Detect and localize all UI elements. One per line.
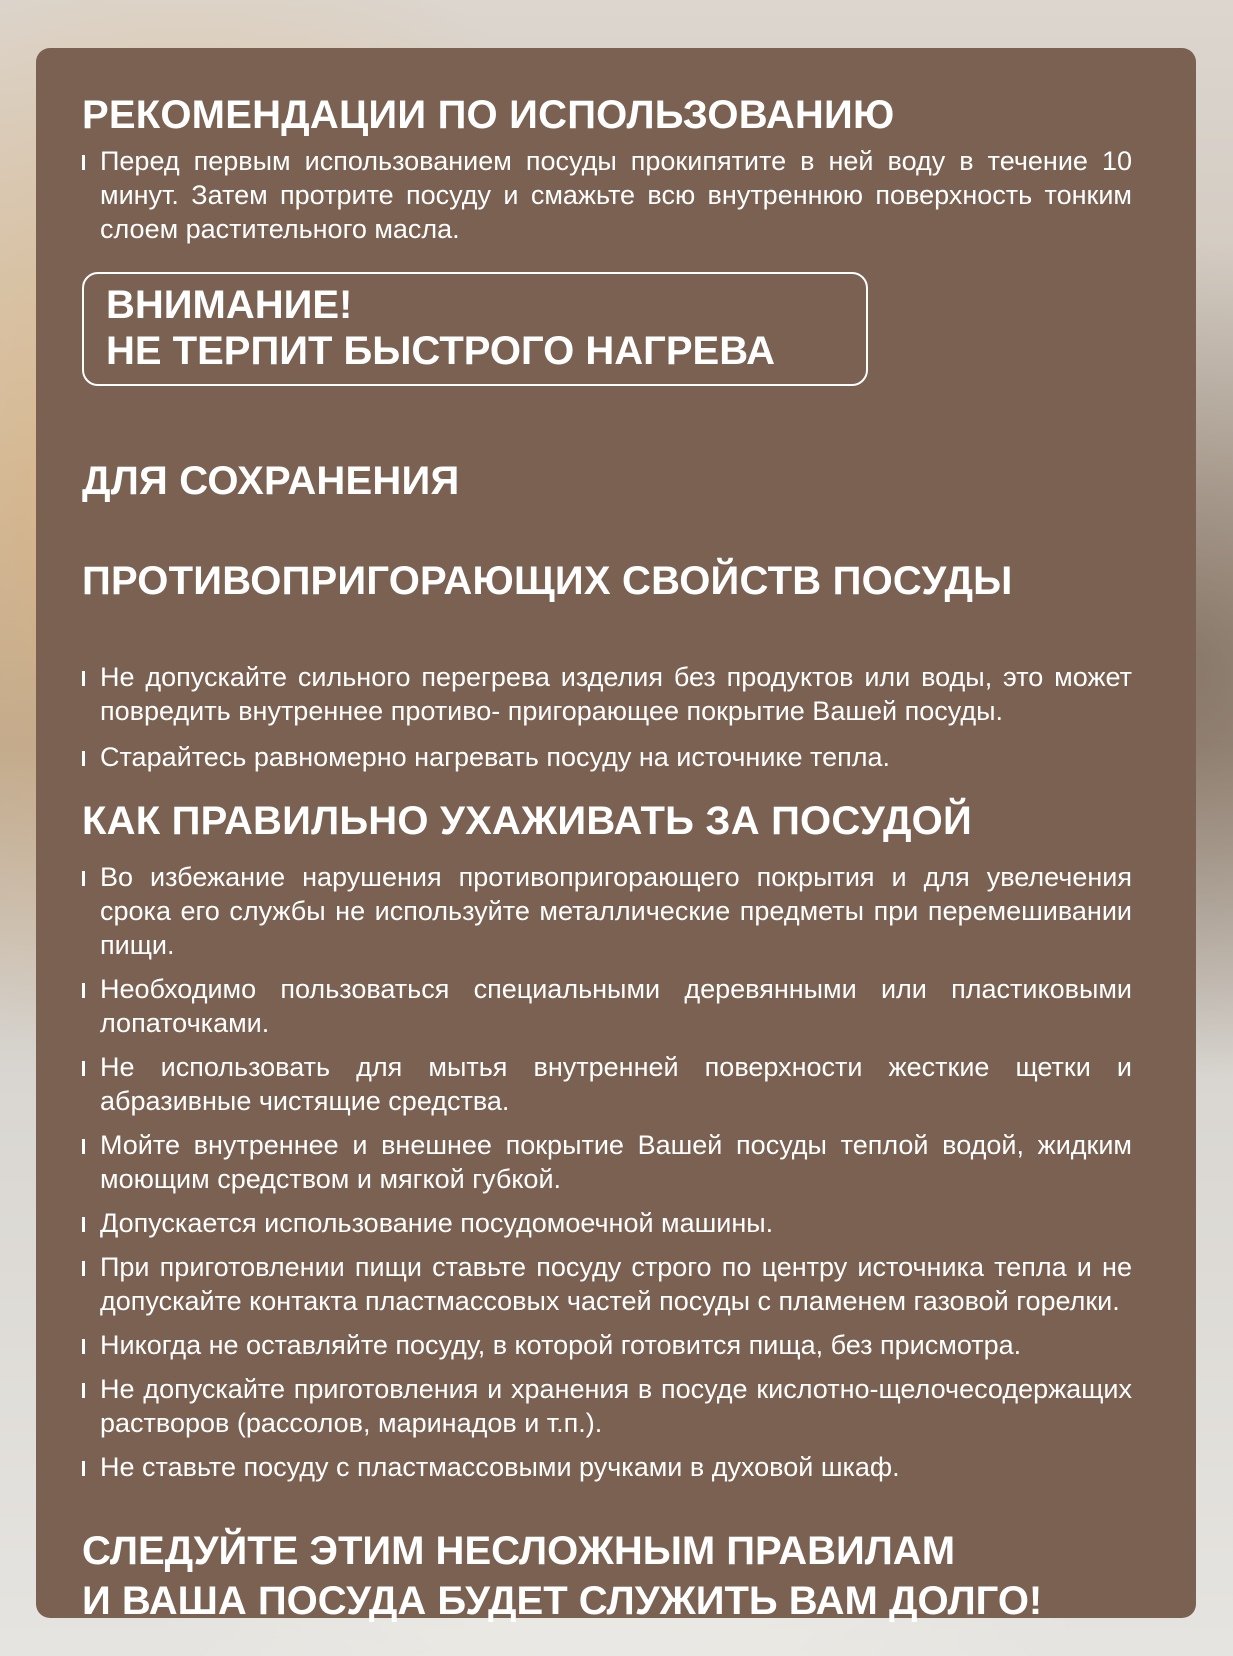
bullet-icon bbox=[82, 983, 85, 998]
list-item bbox=[82, 1128, 1132, 1196]
preserve-heading-line2: ПРОТИВОПРИГОРАЮЩИХ СВОЙСТВ ПОСУДЫ bbox=[82, 559, 1013, 603]
list-item-text: Не использовать для мытья внутренней поверхности жесткие щетки и абразивные чистящие средства. bbox=[100, 1052, 1132, 1116]
bullet-icon bbox=[82, 155, 85, 170]
list-item-text: Перед первым использованием посуды прокипятите в ней воду в течение 10 минут. Затем протрите посуду и смажьте всю внутреннюю поверхность тонким слоем растительного масла. bbox=[100, 146, 1132, 244]
list-item-text: Никогда не оставляйте посуду, в которой готовится пища, без присмотра. bbox=[100, 1330, 1022, 1360]
closing-line2: И ВАША ПОСУДА БУДЕТ СЛУЖИТЬ ВАМ ДОЛГО! bbox=[82, 1579, 1043, 1623]
bullet-icon bbox=[82, 1339, 85, 1354]
preserve-list bbox=[82, 660, 1132, 774]
usage-heading: РЕКОМЕНДАЦИИ ПО ИСПОЛЬЗОВАНИЮ bbox=[82, 93, 895, 137]
list-item bbox=[82, 1050, 1132, 1118]
list-item-text: Допускается использование посудомоечной машины. bbox=[100, 1208, 774, 1238]
list-item bbox=[82, 144, 1132, 246]
preserve-heading bbox=[82, 406, 1132, 656]
warning-title: ВНИМАНИЕ! bbox=[106, 283, 353, 327]
care-list bbox=[82, 860, 1132, 1484]
bullet-icon bbox=[82, 1461, 85, 1476]
warning-text: НЕ ТЕРПИТ БЫСТРОГО НАГРЕВА bbox=[106, 329, 775, 373]
list-item-text: Старайтесь равномерно нагревать посуду на источнике тепла. bbox=[100, 742, 891, 772]
bullet-icon bbox=[82, 751, 85, 766]
list-item bbox=[82, 740, 1132, 774]
list-item-text: Во избежание нарушения противопригорающего покрытия и для увелечения срока его службы не используйте металлические предметы при перемешивании пищи. bbox=[100, 862, 1132, 960]
warning-box bbox=[82, 272, 868, 386]
list-item-text: Не допускайте приготовления и хранения в посуде кислотно-щелочесодержащих растворов (рассолов, маринадов и т.п.). bbox=[100, 1374, 1132, 1438]
care-heading: КАК ПРАВИЛЬНО УХАЖИВАТЬ ЗА ПОСУДОЙ bbox=[82, 799, 972, 843]
list-item-text: Не допускайте сильного перегрева изделия без продуктов или воды, это может повредить внутреннее противо- пригорающее покрытие Вашей посуды. bbox=[100, 662, 1132, 726]
list-item-text: При приготовлении пищи ставьте посуду строго по центру источника тепла и не допускайте контакта пластмассовых частей посуды с пламенем газовой горелки. bbox=[100, 1252, 1132, 1316]
list-item bbox=[82, 1206, 1132, 1240]
usage-list bbox=[82, 144, 1132, 246]
list-item-text: Не ставьте посуду с пластмассовыми ручками в духовой шкаф. bbox=[100, 1452, 900, 1482]
list-item bbox=[82, 860, 1132, 962]
bullet-icon bbox=[82, 871, 85, 886]
list-item bbox=[82, 1372, 1132, 1440]
list-item-text: Мойте внутреннее и внешнее покрытие Вашей посуды теплой водой, жидким моющим средством и мягкой губкой. bbox=[100, 1130, 1132, 1194]
list-item bbox=[82, 1250, 1132, 1318]
list-item bbox=[82, 1328, 1132, 1362]
list-item bbox=[82, 972, 1132, 1040]
bullet-icon bbox=[82, 671, 85, 686]
bullet-icon bbox=[82, 1217, 85, 1232]
bullet-icon bbox=[82, 1061, 85, 1076]
bullet-icon bbox=[82, 1139, 85, 1154]
closing-line1: СЛЕДУЙТЕ ЭТИМ НЕСЛОЖНЫМ ПРАВИЛАМ bbox=[82, 1529, 956, 1573]
instructions-panel bbox=[36, 48, 1196, 1623]
list-item-text: Необходимо пользоваться специальными деревянными или пластиковыми лопаточками. bbox=[100, 974, 1132, 1038]
bullet-icon bbox=[82, 1383, 85, 1398]
list-item bbox=[82, 1450, 1132, 1484]
list-item bbox=[82, 660, 1132, 728]
bullet-icon bbox=[82, 1261, 85, 1276]
closing-message bbox=[82, 1526, 1132, 1626]
preserve-heading-line1: ДЛЯ СОХРАНЕНИЯ bbox=[82, 459, 460, 503]
